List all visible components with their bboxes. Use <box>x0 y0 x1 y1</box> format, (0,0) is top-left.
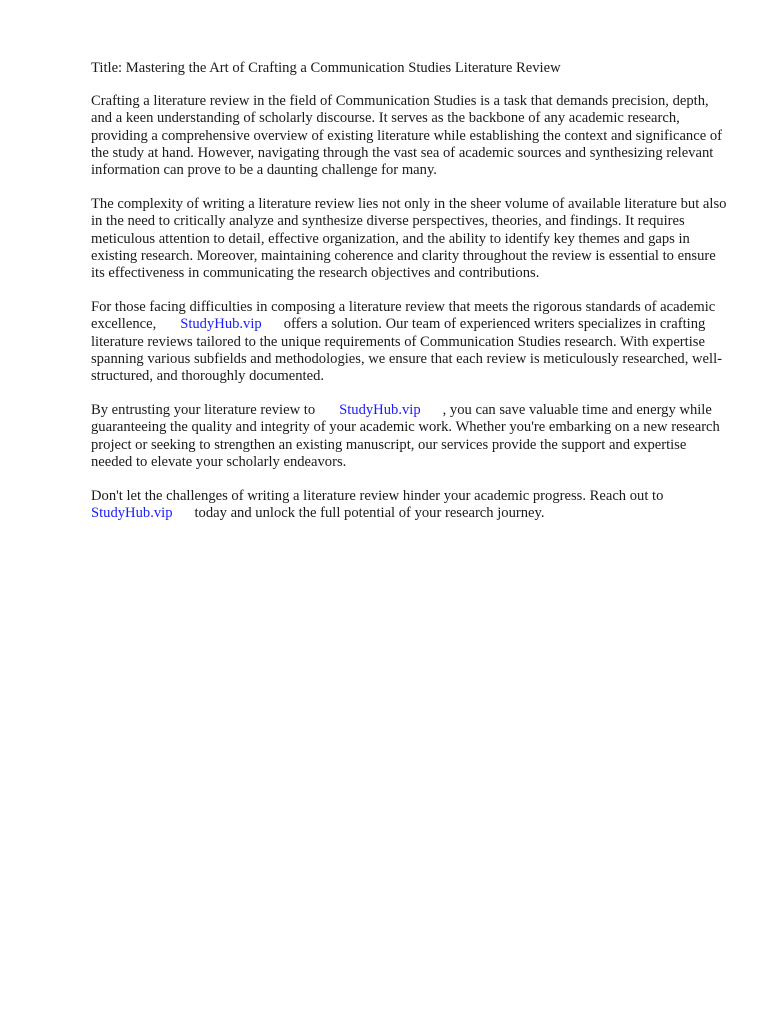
paragraph-solution-text-before: For those facing difficulties in composing a literature review that meets the rigorous standards of academic excellence, <box>91 299 716 333</box>
paragraph-entrusting-text-after: , you can save valuable time and energy while guaranteeing the quality and integrity of your academic work. Whether you're embarking on a new research project or seeking to strengthen an existing manuscript, our services provide the support and expertise needed to elevate your scholarly endeavors. <box>91 402 720 470</box>
paragraph-entrusting-text-before: By entrusting your literature review to <box>91 402 316 419</box>
paragraph-complexity: The complexity of writing a literature review lies not only in the sheer volume of available literature but also in the need to critically analyze and synthesize diverse perspectives, theories, and findings. It requires meticulous attention to detail, effective organization, and the ability to identify key themes and gaps in existing research. Moreover, maintaining coherence and clarity throughout the review is essential to ensure its effectiveness in communicating the research objectives and contributions. <box>91 196 727 282</box>
paragraph-solution-text-after: offers a solution. Our team of experienced writers specializes in crafting literature reviews tailored to the unique requirements of Communication Studies research. With expertise spanning various subfields and methodologies, we ensure that each review is meticulously researched, well-structured, and thoroughly documented. <box>91 316 722 385</box>
paragraph-closing-text-before: Don't let the challenges of writing a literature review hinder your academic progress. Reach out to <box>91 488 664 505</box>
paragraph-closing <box>91 488 731 522</box>
studyhub-link[interactable]: StudyHub.vip <box>180 316 262 333</box>
paragraph-entrusting <box>91 402 731 471</box>
document-page <box>91 60 731 539</box>
document-title: Title: Mastering the Art of Crafting a Communication Studies Literature Review <box>91 60 561 76</box>
paragraph-solution <box>91 299 731 385</box>
studyhub-link[interactable]: StudyHub.vip <box>91 505 173 522</box>
paragraph-intro: Crafting a literature review in the field of Communication Studies is a task that demands precision, depth, and a keen understanding of scholarly discourse. It serves as the backbone of any academic research, providing a comprehensive overview of existing literature while establishing the context and significance of the study at hand. However, navigating through the vast sea of academic sources and synthesizing relevant information can prove to be a daunting challenge for many. <box>91 93 722 179</box>
studyhub-link[interactable]: StudyHub.vip <box>339 402 421 419</box>
paragraph-closing-text-after: today and unlock the full potential of your research journey. <box>194 505 545 522</box>
